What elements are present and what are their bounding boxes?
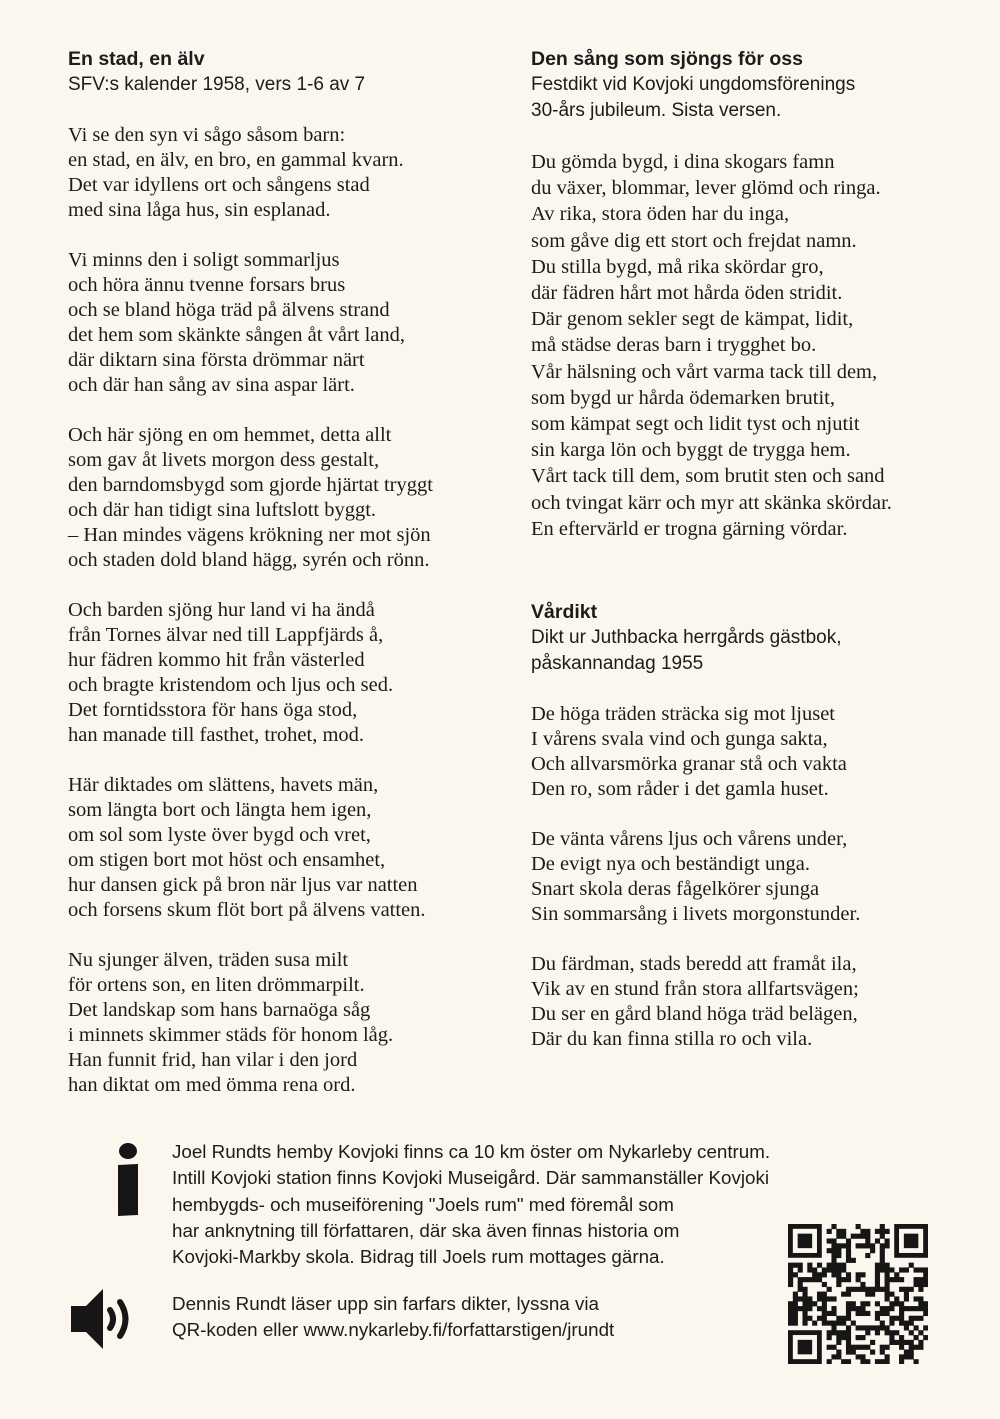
audio-paragraph: [172, 1291, 614, 1344]
poem-line: Du ser en gård bland höga träd belägen,: [531, 1003, 858, 1025]
poem-line: som gåve dig ett stort och frejdat namn.: [531, 229, 857, 252]
poem-line: det hem som skänkte sången åt vårt land,: [68, 324, 406, 346]
poem-en-stad: [68, 46, 508, 1098]
poem-line: hur fädren kommo hit från västerled: [68, 649, 365, 671]
poem-line: Det landskap som hans barnaöga såg: [68, 999, 371, 1021]
poem-subtitle: Festdikt vid Kovjoki ungdomsförenings: [531, 74, 856, 95]
poem-line: Du gömda bygd, i dina skogars famn: [531, 151, 835, 173]
poem-line: Det forntidsstora för hans öga stod,: [68, 699, 358, 721]
stanza: [68, 248, 508, 398]
poem-line: Han funnit frid, han vilar i den jord: [68, 1049, 358, 1071]
poem-line: Den ro, som råder i det gamla huset.: [531, 778, 829, 800]
poem-line: Vi minns den i soligt sommarljus: [68, 249, 340, 271]
poem-line: med sina låga hus, sin esplanad.: [68, 199, 331, 221]
poem-line: du växer, blommar, lever glömd och ringa.: [531, 177, 881, 200]
info-line: Intill Kovjoki station finns Kovjoki Museigård. Där sammanställer Kovjoki: [172, 1167, 770, 1189]
speaker-icon: [68, 1286, 148, 1352]
poem-line: Där genom sekler segt de kämpat, lidit,: [531, 308, 854, 331]
poem-subtitle: påskannandag 1955: [531, 653, 704, 674]
stanza: [68, 123, 508, 223]
stanza: [531, 149, 971, 542]
poem-subtitle: SFV:s kalender 1958, vers 1-6 av 7: [68, 74, 366, 95]
poem-line: sin karga lön och byggt de trygga hem.: [531, 439, 851, 462]
poem-line: och staden dold bland hägg, syrén och rönn.: [68, 549, 430, 571]
poem-line: han diktat om med ömma rena ord.: [68, 1074, 356, 1096]
poem-line: och höra ännu tvenne forsars brus: [68, 274, 346, 296]
poem-line: och där han sång av sina aspar lärt.: [68, 374, 355, 396]
poem-line: för ortens son, en liten drömmarpilt.: [68, 974, 365, 996]
poem-den-sang: [531, 46, 971, 542]
poem-line: och bragte kristendom och ljus och sed.: [68, 674, 394, 696]
qr-code-icon[interactable]: [788, 1224, 928, 1364]
poem-title: En stad, en älv: [68, 48, 205, 70]
info-paragraph: [172, 1139, 770, 1270]
poem-line: som längta bort och längta hem igen,: [68, 799, 372, 821]
stanza: [531, 827, 971, 927]
poem-subtitle: Dikt ur Juthbacka herrgårds gästbok,: [531, 627, 842, 648]
poem-line: må städse deras barn i trygghet bo.: [531, 334, 817, 357]
poem-line: Vårt tack till dem, som brutit sten och sand: [531, 465, 885, 488]
poem-line: Och barden sjöng hur land vi ha ändå: [68, 599, 375, 621]
poem-line: – Han mindes vägens krökning ner mot sjön: [68, 524, 431, 546]
poem-line: Här diktades om slättens, havets män,: [68, 774, 379, 796]
poem-line: Vår hälsning och vårt varma tack till dem,: [531, 360, 878, 383]
poem-line: där fädren hårt mot hårda öden stridit.: [531, 282, 843, 305]
poem-line: där diktarn sina första drömmar närt: [68, 349, 365, 371]
poem-line: om stigen bort mot höst och ensamhet,: [68, 849, 386, 871]
audio-line: QR-koden eller www.nykarleby.fi/forfattarstigen/jrundt: [172, 1319, 615, 1341]
info-icon: [114, 1143, 142, 1217]
poem-line: han manade till fasthet, trohet, mod.: [68, 724, 365, 746]
stanza: [531, 702, 971, 802]
poem-line: Vi se den syn vi sågo såsom barn:: [68, 124, 346, 146]
poem-line: som gav åt livets morgon dess gestalt,: [68, 449, 380, 471]
poem-line: De höga träden sträcka sig mot ljuset: [531, 703, 835, 725]
poem-title: Den sång som sjöngs för oss: [531, 48, 803, 70]
poem-line: som kämpat segt och lidit tyst och njutit: [531, 413, 860, 436]
poem-vardikt: [531, 599, 971, 1052]
poem-line: Och här sjöng en om hemmet, detta allt: [68, 424, 392, 446]
info-line: Kovjoki-Markby skola. Bidrag till Joels rum mottages gärna.: [172, 1246, 665, 1268]
poem-line: Av rika, stora öden har du inga,: [531, 203, 790, 226]
poem-line: och tvingat kärr och myr att skänka skördar.: [531, 491, 892, 514]
poem-line: Du stilla bygd, må rika skördar gro,: [531, 255, 824, 278]
poem-line: Du färdman, stads beredd att framåt ila,: [531, 953, 857, 975]
poem-line: I vårens svala vind och gunga sakta,: [531, 728, 828, 750]
poem-line: och där han tidigt sina luftslott byggt.: [68, 499, 377, 521]
poem-line: den barndomsbygd som gjorde hjärtat tryggt: [68, 474, 433, 496]
poem-line: som bygd ur hårda ödemarken brutit,: [531, 386, 836, 409]
poem-title: Vårdikt: [531, 601, 598, 623]
stanza: [68, 598, 508, 748]
stanza: [531, 952, 971, 1052]
poem-line: om sol som lyste över bygd och vret,: [68, 824, 371, 846]
info-line: hembygds- och museiförening "Joels rum" med föremål som: [172, 1193, 674, 1215]
poem-line: i minnets skimmer städs för honom låg.: [68, 1024, 394, 1046]
stanza: [68, 423, 508, 573]
poem-line: De evigt nya och beständigt unga.: [531, 853, 810, 875]
poem-line: De vänta vårens ljus och vårens under,: [531, 828, 848, 850]
poem-subtitle: 30-års jubileum. Sista versen.: [531, 100, 782, 121]
info-line: Joel Rundts hemby Kovjoki finns ca 10 km öster om Nykarleby centrum.: [172, 1141, 771, 1162]
poem-line: Det var idyllens ort och sångens stad: [68, 174, 370, 196]
poem-line: En eftervärld er trogna gärning vördar.: [531, 517, 848, 540]
poem-line: och se bland höga träd på älvens strand: [68, 299, 390, 321]
poem-line: Sin sommarsång i livets morgonstunder.: [531, 903, 861, 925]
info-line: har anknytning till författaren, där ska även finnas historia om: [172, 1219, 680, 1241]
stanza: [68, 773, 508, 923]
poem-line: Och allvarsmörka granar stå och vakta: [531, 753, 847, 775]
stanza: [68, 948, 508, 1098]
poem-line: Där du kan finna stilla ro och vila.: [531, 1028, 813, 1050]
audio-line: Dennis Rundt läser upp sin farfars dikter, lyssna via: [172, 1293, 599, 1314]
poem-line: Snart skola deras fågelkörer sjunga: [531, 878, 820, 900]
poem-line: en stad, en älv, en bro, en gammal kvarn.: [68, 149, 404, 171]
poem-line: Nu sjunger älven, träden susa milt: [68, 949, 349, 971]
poem-line: och forsens skum flöt bort på älvens vatten.: [68, 899, 426, 921]
poem-line: hur dansen gick på bron när ljus var natten: [68, 874, 418, 896]
poem-line: Vik av en stund från stora allfartsvägen;: [531, 978, 859, 1000]
poem-line: från Tornes älvar ned till Lappfjärds å,: [68, 624, 384, 646]
